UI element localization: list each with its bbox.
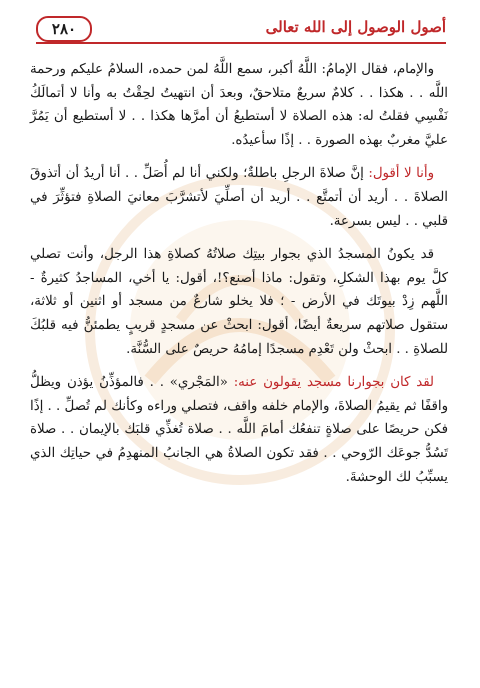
paragraph-text: قد يكونُ المسجدُ الذي بجوار بيتِك صلاتُهُ كصلاةِ هذا الرجل، وأنت تصلي كلَّ يوم بهذا الشكلِ، وتقول: ماذا أصنع؟!، أقول: يا أخي، المساجدُ كثيرةٌ - اللَّهم زِدْ بيوتَك في الأرض - ؛ فلا يخلو شارعٌ من مسجد أو اثنين أو ثلاثة، ستقول صلاتهم سريعةٌ أيضًا، أقول: ابحثْ عن مسجدٍ قريبٍ يطمئنُّ فيه قلبُكَ للصلاةِ . . ابحثْ ولن تَعْدِم مسجدًا إمامُهُ حريصٌ على السُّنَّة.: [30, 247, 448, 357]
paragraph-lead: وأنا لا أقول:: [368, 166, 435, 182]
paragraph-text: والإمام، فقال الإمامُ: اللَّهُ أكبر، سمع اللَّهُ لمن حمده، السلامُ عليكم ورحمة اللَّه . . هكذا . . كلامٌ سريعٌ متلاحقٌ، وبعدَ أن انتهيتُ لحِقْتُ به وأنا لا أتمالَكُ نَفْسِي فقلتُ له: هذه الصلاة لا أستطيعُ أن أمرَّها هكذا . . لا أستطيع أن يَمُرَّ عليَّ مغربٌ بهذه الصورة . . إذًا سأعيدُه.: [30, 62, 448, 148]
paragraph: [30, 58, 448, 152]
page-number: ٢٨٠: [36, 16, 92, 42]
paragraph: [30, 162, 448, 233]
paragraph-lead: لقد كان بجوارنا مسجد يقولون عنه:: [233, 375, 434, 391]
book-title: أصول الوصول إلى الله تعالى: [265, 18, 446, 36]
header-divider: [36, 42, 446, 44]
page-body: [30, 58, 448, 489]
paragraph: [30, 371, 448, 489]
page-header: [36, 12, 446, 46]
paragraph-text: إنَّ صلاةَ الرجلِ باطلةٌ؛ ولكني أنا لم أُصَلِّ . . أنا أريدُ أن أتذوقَ الصلاةَ . . أريد أن أتمتَّع . . أريد أن أصلِّيَ لأتشرَّبَ معانيَ الصلاةِ فتؤثِّرَ في قلبي . . ليس بسرعة.: [30, 166, 448, 229]
paragraph-text: «المَجْري» . . فالمؤذِّنُ يؤذن ويظلُّ واقفًا ثم يقيمُ الصلاةَ، والإمام خلفه واقف، فتصلي وراءه وكأنك لم تُصلِّ . . إذًا فكن حريصًا على صلاةٍ تنفعُك أمامَ اللَّه . . صلاة تُغذِّي قلبَك بالإيمان . . صلاة تَسُدُّ جوعَك الرّوحي . . فقد تكون الصلاةُ هي الجانبُ المنهدِمُ في حياتِك الذي يسبِّبُ لك الوحشةَ.: [30, 375, 448, 485]
paragraph: [30, 243, 448, 361]
